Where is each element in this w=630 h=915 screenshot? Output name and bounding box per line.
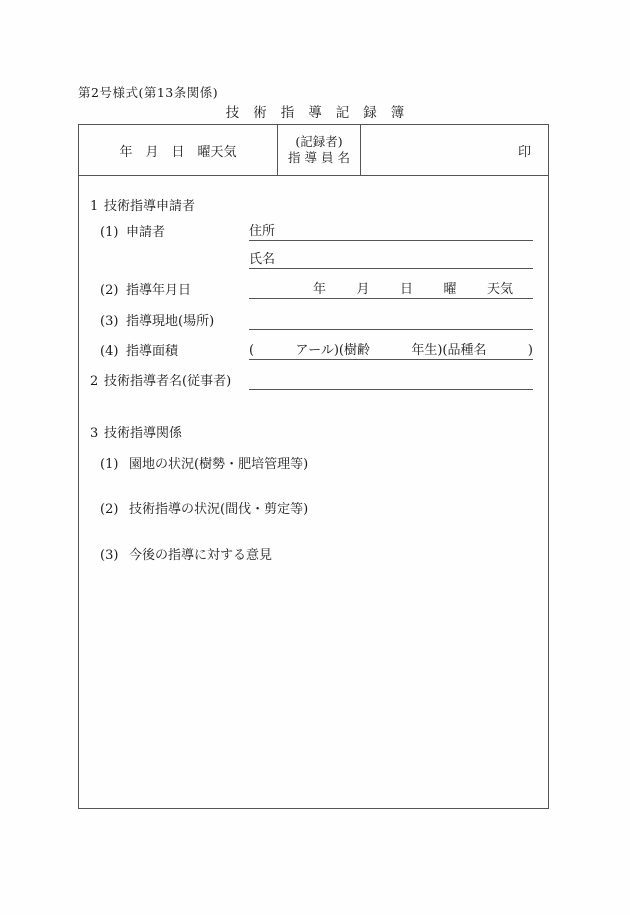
item3-number: (3) bbox=[100, 314, 119, 329]
area-open-paren: ( bbox=[249, 342, 255, 358]
future-guidance-opinion-row bbox=[79, 548, 548, 564]
guidance-date-field-line[interactable] bbox=[249, 281, 533, 299]
applicant-label: 申請者 bbox=[126, 225, 166, 240]
section3-item1-number: (1) bbox=[100, 457, 119, 472]
orchard-condition-row bbox=[79, 457, 548, 473]
table-body bbox=[79, 176, 548, 809]
orchard-condition-label: 園地の状況(樹勢・肥培管理等) bbox=[129, 457, 309, 472]
recorder-note-label: (記録者) bbox=[295, 134, 343, 150]
section1-heading bbox=[79, 198, 548, 214]
item4-number: (4) bbox=[100, 344, 119, 359]
guidance-area-row bbox=[79, 342, 548, 360]
guidance-area-label: 指導面積 bbox=[126, 344, 179, 359]
recorder-header-cell bbox=[277, 125, 361, 175]
area-unit-age-label: アール)(樹齢 bbox=[295, 342, 370, 358]
guidance-date-label: 指導年月日 bbox=[126, 283, 192, 298]
weekday-unit-label: 曜 bbox=[443, 281, 457, 297]
item2-number: (2) bbox=[100, 283, 119, 298]
guidance-status-row bbox=[79, 502, 548, 518]
name-field-line[interactable] bbox=[249, 251, 533, 269]
applicant-name-row bbox=[79, 251, 548, 269]
guidance-area-field-line[interactable] bbox=[249, 342, 533, 360]
year-unit-label: 年 bbox=[313, 281, 327, 297]
section3-heading bbox=[79, 425, 548, 441]
weather-unit-label: 天気 bbox=[486, 281, 513, 297]
item1-number: (1) bbox=[100, 225, 119, 240]
instructor-name-label: 指 導 員 名 bbox=[288, 150, 350, 165]
guidance-date-row bbox=[79, 281, 548, 299]
section3-item2-number: (2) bbox=[100, 502, 119, 517]
area-years-variety-label: 年生)(品種名 bbox=[411, 342, 487, 358]
applicant-row bbox=[79, 223, 548, 241]
area-close-paren: ) bbox=[527, 342, 533, 358]
section3-item3-number: (3) bbox=[100, 548, 119, 563]
section3-number: 3 bbox=[90, 426, 99, 441]
address-field-line[interactable] bbox=[249, 223, 533, 241]
section1-number: 1 bbox=[90, 199, 99, 214]
section2-row bbox=[79, 372, 548, 390]
month-unit-label: 月 bbox=[356, 281, 370, 297]
instructor-name-field-line[interactable] bbox=[249, 372, 533, 390]
record-form-table bbox=[78, 124, 549, 809]
guidance-status-label: 技術指導の状況(間伐・剪定等) bbox=[129, 502, 309, 517]
form-number-note: 第2号様式(第13条関係) bbox=[78, 85, 219, 100]
section1-title: 技術指導申請者 bbox=[104, 199, 196, 214]
guidance-site-label: 指導現地(場所) bbox=[126, 314, 215, 329]
future-guidance-opinion-label: 今後の指導に対する意見 bbox=[129, 548, 273, 563]
section2-title: 技術指導者名(従事者) bbox=[104, 374, 232, 389]
section3-title: 技術指導関係 bbox=[104, 426, 183, 441]
table-header-row bbox=[79, 125, 548, 176]
address-prefix-label: 住所 bbox=[249, 223, 276, 239]
section2-number: 2 bbox=[90, 374, 99, 389]
guidance-site-row bbox=[79, 312, 548, 330]
seal-label: 印 bbox=[517, 144, 531, 160]
day-unit-label: 日 bbox=[399, 281, 413, 297]
date-weather-header-cell: 年 月 日 曜天気 bbox=[119, 144, 237, 160]
seal-header-cell bbox=[361, 125, 548, 175]
name-prefix-label: 氏名 bbox=[249, 251, 276, 267]
guidance-site-field-line[interactable] bbox=[249, 312, 533, 330]
document-title: 技術指導記録簿 bbox=[225, 105, 419, 121]
